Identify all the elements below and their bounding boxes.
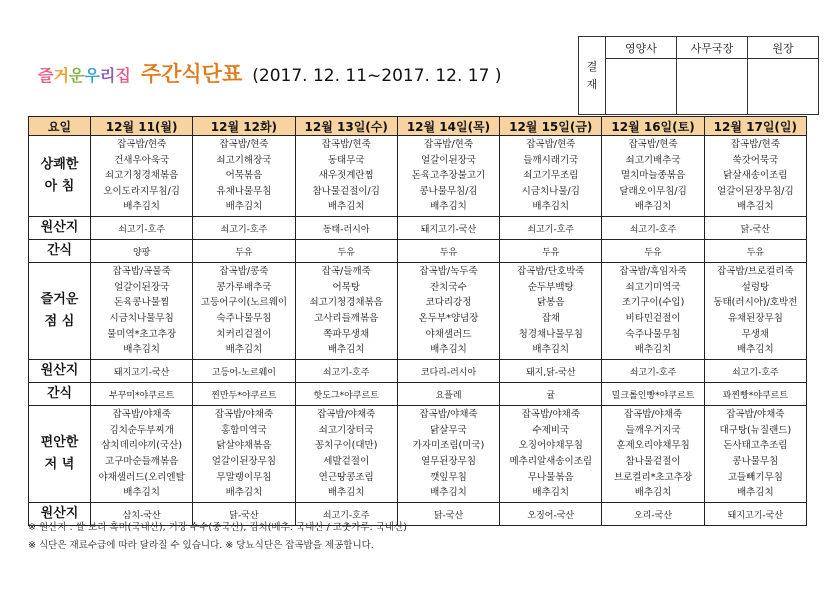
snack1-cell: 두유 xyxy=(295,240,397,263)
snack2-cell: 부꾸미*야쿠르트 xyxy=(91,383,193,406)
menu-item: 쇠고기배추국 xyxy=(625,154,681,166)
menu-item: 배추김치 xyxy=(634,201,672,213)
menu-item: 숙주나물무침 xyxy=(216,313,272,324)
menu-item: 배추김치 xyxy=(327,487,365,499)
lunch-cell xyxy=(704,263,806,360)
menu-item: 설렁탕 xyxy=(741,281,770,293)
day-header: 12월 17일(일) xyxy=(704,117,806,136)
menu-item: 얼갈이된장무침 xyxy=(211,456,277,467)
breakfast-cell xyxy=(602,136,704,217)
menu-item: 잡곡밥/흑임자죽 xyxy=(619,266,687,278)
menu-item: 닭살야채볶음 xyxy=(216,440,272,452)
menu-item: 어묵볶음 xyxy=(225,170,263,182)
approval-role-manager: 사무국장 xyxy=(677,37,748,59)
approval-role-director: 원장 xyxy=(748,37,819,59)
menu-item: 유채나물무침 xyxy=(216,185,272,197)
snack2-cell: 찐만두*야쿠르트 xyxy=(193,383,295,406)
menu-item: 고사리들깨볶음 xyxy=(314,313,379,324)
menu-item: 잡곡밥/현죽 xyxy=(730,139,780,151)
breakfast-cell xyxy=(91,136,193,217)
origin3-cell: 닭-국산 xyxy=(397,503,499,526)
snack1-cell: 두유 xyxy=(397,240,499,263)
day-header: 12월 12화) xyxy=(193,117,295,136)
menu-item: 잡곡밥/콩죽 xyxy=(219,266,269,278)
menu-item: 돈사태고추조림 xyxy=(723,440,788,452)
menu-item: 잡채 xyxy=(541,313,560,324)
origin3-cell: 닭-국산 xyxy=(193,503,295,526)
menu-item: 콩나물무침/김 xyxy=(419,185,478,197)
menu-item: 쇠고기해장국 xyxy=(216,154,272,166)
menu-item: 배추김치 xyxy=(736,201,774,213)
menu-item: 잡곡/들깨죽 xyxy=(321,266,371,278)
lunch-row xyxy=(29,263,807,360)
breakfast-cell xyxy=(295,136,397,217)
breakfast-cell xyxy=(704,136,806,217)
menu-item: 얼갈이된장무침/김 xyxy=(717,185,794,197)
menu-item: 쇠고기장터국 xyxy=(318,424,374,436)
day-header: 12월 11(월) xyxy=(91,117,193,136)
menu-item: 새우젓계란찜 xyxy=(318,170,374,182)
origin-label: 원산지 xyxy=(29,360,91,383)
menu-item: 꽁치구이(대만) xyxy=(314,440,378,452)
approval-box xyxy=(578,36,819,115)
page-header xyxy=(38,58,501,88)
menu-item: 잡곡밥/현죽 xyxy=(628,139,678,151)
menu-item: 얼갈이된장국 xyxy=(114,281,170,293)
day-header: 12월 14일(목) xyxy=(397,117,499,136)
menu-item: 잡곡밥/단호박죽 xyxy=(517,266,585,278)
menu-item: 잡곡밥/야채죽 xyxy=(726,409,785,421)
menu-item: 배추김치 xyxy=(123,344,160,356)
approval-role-dietitian: 영양사 xyxy=(606,37,677,59)
menu-item: 참나물겉절이 xyxy=(625,456,681,467)
origin2-cell: 쇠고기-호주 xyxy=(602,360,704,383)
signature-cell[interactable] xyxy=(606,59,677,115)
origin1-cell: 쇠고기-호주 xyxy=(602,217,704,240)
origin1-cell: 동태-러시아 xyxy=(295,217,397,240)
menu-item: 얼갈이된장국 xyxy=(420,154,477,166)
day-header: 12월 15일(금) xyxy=(500,117,602,136)
snack2-cell: 꽈찐빵*야쿠르트 xyxy=(704,383,806,406)
lunch-cell xyxy=(500,263,602,360)
menu-item: 배추김치 xyxy=(532,344,570,356)
menu-item: 청경채나물무침 xyxy=(518,328,583,340)
origin1-cell: 쇠고기-호주 xyxy=(91,217,193,240)
origin1-cell: 쇠고기-호주 xyxy=(500,217,602,240)
menu-item: 잔치국수 xyxy=(430,281,467,293)
menu-item: 쇠고기무조림 xyxy=(523,170,579,182)
origin3-cell: 쇠고기-호주 xyxy=(295,503,397,526)
origin-row xyxy=(29,217,807,240)
page-title: 주간식단표 xyxy=(140,62,243,86)
menu-item: 코다리강정 xyxy=(425,297,472,309)
menu-item: 참나물겉절이/김 xyxy=(312,185,380,197)
meal-label-dinner: 편안한 저 녁 xyxy=(29,406,91,503)
menu-item: 오징어야채무침 xyxy=(518,440,583,452)
breakfast-row xyxy=(29,136,807,217)
menu-item: 브로컬리*초고추장 xyxy=(613,471,693,483)
menu-item: 닭봉음 xyxy=(537,297,565,309)
menu-item: 고등어구이(노르웨이 xyxy=(200,297,288,309)
menu-item: 홍합미역국 xyxy=(220,424,267,436)
menu-item: 쇠고기청경채볶음 xyxy=(104,170,179,182)
menu-item: 콩나물무침 xyxy=(732,456,779,467)
menu-item: 배추김치 xyxy=(123,487,160,499)
menu-item: 고들빼기무침 xyxy=(727,471,783,483)
menu-item: 오이도라지무침/김 xyxy=(103,185,180,197)
menu-item: 잡곡밥/야채죽 xyxy=(623,409,683,421)
lunch-cell xyxy=(91,263,193,360)
menu-item: 배추김치 xyxy=(225,344,263,356)
signature-cell[interactable] xyxy=(677,59,748,115)
breakfast-cell xyxy=(193,136,295,217)
origin-row xyxy=(29,360,807,383)
menu-item: 달래오이무침/김 xyxy=(619,185,687,197)
origin3-cell: 삼치-국산 xyxy=(91,503,193,526)
snack1-cell: 두유 xyxy=(193,240,295,263)
signature-cell[interactable] xyxy=(748,59,819,115)
menu-item: 삼치데리야끼(국산) xyxy=(101,440,183,452)
menu-item: 시금치나물/김 xyxy=(521,185,580,197)
snack-row xyxy=(29,383,807,406)
menu-item: 대구탕(뉴질랜드) xyxy=(719,424,792,436)
dinner-cell xyxy=(295,406,397,503)
origin1-cell: 쇠고기-호주 xyxy=(193,217,295,240)
menu-item: 배추김치 xyxy=(327,344,365,356)
menu-item: 시금치나물무침 xyxy=(109,313,174,324)
dinner-cell xyxy=(397,406,499,503)
approval-label: 결 재 xyxy=(579,37,606,115)
menu-item: 잡곡밥/현죽 xyxy=(117,139,167,151)
snack2-cell: 요플레 xyxy=(397,383,499,406)
menu-item: 조기구이(수입) xyxy=(621,297,685,309)
menu-item: 쑥갓어묵국 xyxy=(732,154,779,166)
menu-item: 돈육콩나물찜 xyxy=(114,297,170,309)
menu-item: 배추김치 xyxy=(634,487,672,499)
origin1-cell: 닭-국산 xyxy=(704,217,806,240)
lunch-cell xyxy=(193,263,295,360)
dinner-cell xyxy=(704,406,806,503)
day-header: 12월 13일(수) xyxy=(295,117,397,136)
snack1-cell: 두유 xyxy=(500,240,602,263)
menu-item: 잡곡밥/현죽 xyxy=(423,139,474,151)
origin2-cell: 쇠고기-호주 xyxy=(704,360,806,383)
menu-item: 야채샐러드 xyxy=(425,328,472,340)
menu-item: 잡곡밥/현죽 xyxy=(321,139,371,151)
origin3-cell: 오리-국산 xyxy=(602,503,704,526)
origin-label: 원산지 xyxy=(29,217,91,240)
menu-item: 김치순두부찌개 xyxy=(109,424,174,436)
menu-item: 수제비국 xyxy=(532,424,570,436)
lunch-cell xyxy=(295,263,397,360)
menu-item: 물미역*초고추장 xyxy=(107,328,177,340)
menu-item: 연근땅콩조림 xyxy=(318,471,374,483)
menu-item: 배추김치 xyxy=(430,344,467,356)
dinner-cell xyxy=(193,406,295,503)
menu-item: 닭살새송이조림 xyxy=(723,170,788,182)
menu-item: 배추김치 xyxy=(634,344,672,356)
snack2-cell: 밀크롤인빵*야쿠르트 xyxy=(602,383,704,406)
menu-item: 무나물볶음 xyxy=(527,471,574,483)
menu-item: 쇠고기미역국 xyxy=(625,281,681,293)
menu-item: 고구마순들깨볶음 xyxy=(104,456,179,467)
menu-item: 훈제오리야채무침 xyxy=(616,440,690,452)
menu-item: 멸치마늘종볶음 xyxy=(620,170,686,182)
snack1-cell: 양팡 xyxy=(91,240,193,263)
menu-item: 배추김치 xyxy=(225,487,263,499)
menu-item: 어묵탕 xyxy=(332,281,360,293)
menu-item: 순두부백탕 xyxy=(527,281,574,293)
weekly-menu-table xyxy=(28,116,807,526)
origin-label: 원산지 xyxy=(29,503,91,526)
origin2-cell: 고등어-노르웨이 xyxy=(193,360,295,383)
snack-label: 간식 xyxy=(29,383,91,406)
date-range: (2017. 12. 11~2017. 12. 17 ) xyxy=(252,66,502,86)
brand-logo: 즐거운우리집 xyxy=(38,66,131,85)
menu-item: 잡곡밥/현죽 xyxy=(526,139,576,151)
snack1-cell: 두유 xyxy=(602,240,704,263)
dinner-cell xyxy=(91,406,193,503)
snack2-cell: 귤 xyxy=(500,383,602,406)
menu-item: 야채샐러드(오리엔탈 xyxy=(98,471,185,483)
menu-item: 깻잎무침 xyxy=(430,471,467,483)
menu-item: 잡곡밥/야채죽 xyxy=(214,409,274,421)
menu-item: 동태무국 xyxy=(327,154,365,166)
corner-cell: 요일 xyxy=(29,117,91,136)
menu-item: 무생채 xyxy=(741,328,770,340)
menu-item: 배추김치 xyxy=(736,487,774,499)
footnote-origin: ※ 원산지 : 쌀 보리 흑미(국내산), 기장 수수(중국산), 김치(배추: 국내산 / 고춧가루: 국내산) xyxy=(28,522,407,533)
snack-row xyxy=(29,240,807,263)
menu-item: 들깨시래기국 xyxy=(523,154,579,166)
menu-item: 돈육고추장불고기 xyxy=(411,170,486,182)
menu-item: 가자미조림(미국) xyxy=(412,440,485,452)
menu-item: 열무된장무침 xyxy=(420,456,477,467)
menu-item: 잡곡밥/곡물죽 xyxy=(112,266,171,278)
origin3-cell: 오징어-국산 xyxy=(500,503,602,526)
menu-item: 잡곡밥/현죽 xyxy=(219,139,269,151)
breakfast-cell xyxy=(397,136,499,217)
day-header-row xyxy=(29,117,807,136)
menu-item: 배추김치 xyxy=(225,201,263,213)
origin2-cell: 코다리-러시아 xyxy=(397,360,499,383)
menu-item: 쪽파무생채 xyxy=(323,328,370,340)
menu-item: 배추김치 xyxy=(327,201,365,213)
snack-label: 간식 xyxy=(29,240,91,263)
dinner-row xyxy=(29,406,807,503)
menu-item: 숙주나물무침 xyxy=(625,328,681,340)
menu-item: 배추김치 xyxy=(123,201,160,213)
meal-label-breakfast: 상쾌한 아 침 xyxy=(29,136,91,217)
menu-item: 잡곡밥/야채죽 xyxy=(419,409,478,421)
menu-item: 유채된장무침 xyxy=(727,313,783,324)
snack1-cell: 두유 xyxy=(704,240,806,263)
snack2-cell: 핫도그*야쿠르트 xyxy=(295,383,397,406)
dinner-cell xyxy=(500,406,602,503)
lunch-cell xyxy=(602,263,704,360)
origin2-cell: 쇠고기-호주 xyxy=(295,360,397,383)
menu-item: 동태(러시아)/호박전 xyxy=(713,297,798,309)
menu-item: 비타민겉절이 xyxy=(625,313,681,324)
menu-item: 잡곡밥/녹두죽 xyxy=(419,266,478,278)
dinner-cell xyxy=(602,406,704,503)
footnote-info: ※ 식단은 재료수급에 따라 달라질 수 있습니다. ※ 당뇨식단은 잡곡밥을 제공합니다. xyxy=(28,540,374,551)
menu-item: 배추김치 xyxy=(430,487,467,499)
menu-item: 세발겉절이 xyxy=(323,456,370,467)
menu-item: 배추김치 xyxy=(532,201,570,213)
footnotes xyxy=(28,519,407,555)
menu-item: 잡곡밥/야채죽 xyxy=(112,409,171,421)
lunch-cell xyxy=(397,263,499,360)
meal-label-lunch: 즐거운 점 심 xyxy=(29,263,91,360)
origin2-cell: 돼지고기-국산 xyxy=(91,360,193,383)
menu-item: 닭살무국 xyxy=(430,424,467,436)
menu-item: 잡곡밥/브로컬리죽 xyxy=(717,266,794,278)
menu-item: 온두부*양념장 xyxy=(418,313,479,324)
menu-item: 콩가루배추국 xyxy=(216,281,272,293)
origin1-cell: 돼지고기-국산 xyxy=(397,217,499,240)
menu-item: 배추김치 xyxy=(532,487,570,499)
breakfast-cell xyxy=(500,136,602,217)
day-header: 12월 16일(토) xyxy=(602,117,704,136)
origin2-cell: 돼지,닭-국산 xyxy=(500,360,602,383)
origin3-cell: 돼지고기-국산 xyxy=(704,503,806,526)
menu-item: 들깨우거지국 xyxy=(625,424,681,436)
menu-item: 건새우아욱국 xyxy=(114,154,170,166)
menu-item: 쇠고기청경채볶음 xyxy=(309,297,383,309)
menu-item: 무말랭이무침 xyxy=(216,471,272,483)
menu-item: 잡곡밥/야채죽 xyxy=(317,409,376,421)
menu-item: 배추김치 xyxy=(430,201,467,213)
menu-item: 잡곡밥/야채죽 xyxy=(521,409,580,421)
menu-item: 치커리겉절이 xyxy=(216,328,272,340)
menu-item: 배추김치 xyxy=(736,344,774,356)
menu-item: 메추리알새송이조림 xyxy=(509,456,593,467)
